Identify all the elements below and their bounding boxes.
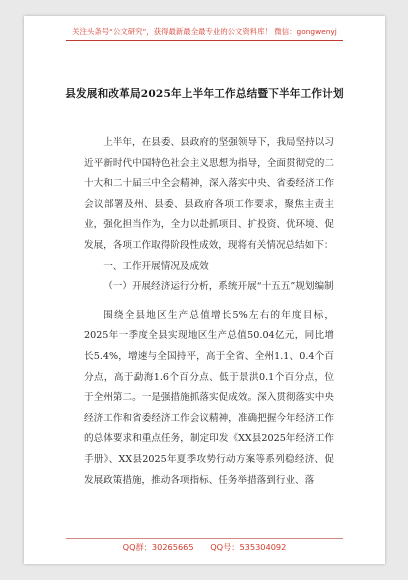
qq-number-text: QQ号：535304092	[210, 542, 287, 552]
promo-banner: 关注头条号“公文研究”，获得最新最全最专业的公文资料库！ 微信：gongwenyj	[72, 27, 337, 36]
footer-divider	[66, 538, 343, 539]
document-title: 县发展和改革局2025年上半年工作总结暨下半年工作计划	[65, 88, 344, 100]
body-paragraph: 围绕全县地区生产总值增长5%左右的年度目标，2025年一季度全县实现地区生产总值50.04亿元，同比增长5.4%，增速与全国持平，高于全省、全州1.1、0.4个百分点，高于勐海1.6个百分点、低于景洪0.1个百分点，位于全州第二。一是强措施抓落实促成效。深入贯彻落实中央经济工作和省委经济工作会议精神，准确把握今年经济工作的总体要求和重点任务，制定印发《XX县2025年经济工作手册》、XX县2025年夏季攻势行动方案等系列稳经济、促发展政策措施，推动各项指标、任务举措落到行业、落	[84, 309, 334, 486]
document-page	[24, 16, 385, 564]
intro-paragraph: 上半年，在县委、县政府的坚强领导下，我局坚持以习近平新时代中国特色社会主义思想为指导，全面贯彻党的二十大和二十届三中全会精神，深入落实中央、省委经济工作会议部署及州、县委、县政府各项工作要求，聚焦主责主业，强化担当作为，全力以赴抓项目、扩投资、优环境、促发展，各项工作取得阶段性成效，现将有关情况总结如下：	[84, 137, 334, 251]
footer-contacts	[24, 542, 385, 553]
subsection-heading: （一）开展经济运行分析，系统开展“十五五”规划编制	[103, 281, 334, 293]
banner-divider	[66, 40, 343, 41]
document-body	[84, 133, 334, 491]
qq-group-text: QQ群：30265665	[122, 542, 194, 552]
section-heading: 一、工作开展情况及成效	[103, 260, 209, 272]
